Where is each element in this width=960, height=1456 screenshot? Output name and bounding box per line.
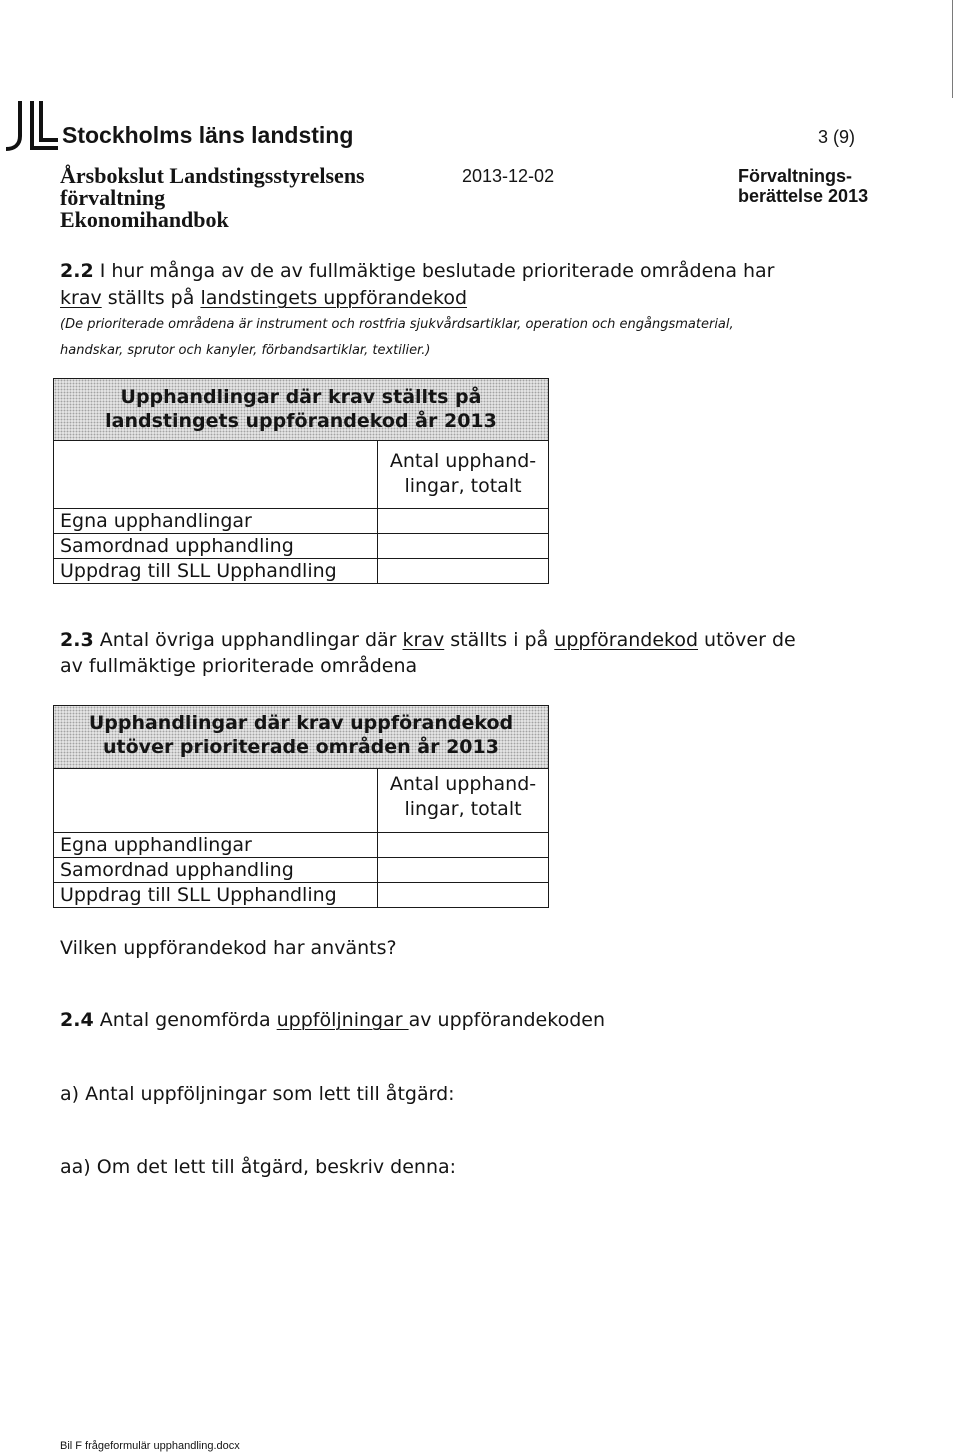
document-title-line: förvaltning	[60, 185, 166, 210]
question-text-segment: Antal övriga upphandlingar där	[99, 629, 403, 651]
table-title	[54, 379, 548, 441]
column-header-total	[378, 769, 548, 832]
table-priority-procurements	[53, 378, 549, 584]
row-value-cell	[378, 833, 548, 857]
table-row	[54, 883, 548, 907]
question-2-3	[60, 627, 796, 679]
sll-logo	[4, 101, 58, 151]
question-code-used: Vilken uppförandekod har använts?	[60, 937, 397, 959]
organization-name: Stockholms läns landsting	[62, 122, 354, 148]
table-row	[54, 833, 548, 858]
priority-areas-note	[60, 312, 734, 364]
table-title-line: Upphandlingar där krav uppförandekod	[88, 712, 514, 734]
note-line: handskar, sprutor och kanyler, förbandsartiklar, textilier.)	[60, 343, 431, 358]
question-text-segment: krav	[60, 287, 102, 309]
column-header-line: lingar, totalt	[404, 798, 522, 820]
question-text-segment: ställts på	[101, 287, 201, 309]
table-header-row	[54, 769, 548, 833]
document-title	[60, 165, 365, 231]
table-title-line: Upphandlingar där krav ställts på	[120, 386, 482, 408]
row-label: Egna upphandlingar	[54, 833, 378, 857]
question-text: I hur många av de av fullmäktige beslutade prioriterade områdena har	[99, 260, 775, 282]
table-row	[54, 858, 548, 883]
report-section	[738, 166, 868, 206]
question-text-segment: landstingets uppförandekod	[200, 287, 468, 309]
document-title-line: Årsbokslut Landstingsstyrelsens	[60, 163, 365, 188]
question-2-4	[60, 1007, 605, 1033]
question-aa: aa) Om det lett till åtgärd, beskriv denna:	[60, 1156, 457, 1178]
question-text-segment: av uppförandekoden	[408, 1009, 605, 1031]
table-title-line: landstingets uppförandekod år 2013	[105, 410, 497, 432]
question-2-2	[60, 258, 775, 312]
empty-header-cell	[54, 441, 378, 508]
question-number: 2.3	[60, 629, 94, 651]
row-label: Uppdrag till SLL Upphandling	[54, 559, 378, 583]
question-text-segment: uppförandekod	[554, 629, 699, 651]
row-value-cell	[378, 509, 548, 533]
question-a: a) Antal uppföljningar som lett till åtgärd:	[60, 1083, 455, 1105]
report-section-line: Förvaltnings-	[738, 166, 853, 186]
footer-filename: Bil F frågeformulär upphandling.docx	[60, 1440, 240, 1452]
row-value-cell	[378, 559, 548, 583]
question-line: av fullmäktige prioriterade områdena	[60, 655, 418, 677]
table-title	[54, 706, 548, 769]
row-value-cell	[378, 534, 548, 558]
question-text-segment: utöver de	[698, 629, 796, 651]
empty-header-cell	[54, 769, 378, 832]
document-date: 2013-12-02	[462, 166, 555, 186]
column-header-line: Antal upphand-	[389, 450, 537, 472]
question-number: 2.2	[60, 260, 94, 282]
question-line	[60, 285, 775, 312]
table-row	[54, 559, 548, 583]
document-title-line: Ekonomihandbok	[60, 207, 229, 232]
scan-edge-line	[952, 0, 953, 98]
report-section-line: berättelse 2013	[738, 186, 869, 206]
note-line: (De prioriterade områdena är instrument och rostfria sjukvårdsartiklar, operation och engångsmaterial,	[60, 317, 734, 332]
table-title-line: utöver prioriterade områden år 2013	[103, 736, 499, 758]
table-row	[54, 509, 548, 534]
question-text-segment: krav	[402, 629, 445, 651]
table-other-procurements	[53, 705, 549, 908]
column-header-line: Antal upphand-	[389, 773, 537, 795]
row-label: Egna upphandlingar	[54, 509, 378, 533]
table-header-row	[54, 441, 548, 509]
question-text-segment: Antal genomförda	[99, 1009, 277, 1031]
table-row	[54, 534, 548, 559]
column-header-total	[378, 441, 548, 508]
row-label: Samordnad upphandling	[54, 534, 378, 558]
question-text-segment: uppföljningar	[276, 1009, 409, 1031]
question-text-segment: ställts i på	[444, 629, 555, 651]
question-line	[60, 258, 775, 285]
question-line	[60, 1007, 605, 1033]
row-label: Samordnad upphandling	[54, 858, 378, 882]
question-line	[60, 627, 796, 653]
row-value-cell	[378, 858, 548, 882]
sll-logo-mark	[4, 101, 58, 151]
page-number: 3 (9)	[818, 127, 856, 147]
column-header-line: lingar, totalt	[404, 475, 522, 497]
row-label: Uppdrag till SLL Upphandling	[54, 883, 378, 907]
row-value-cell	[378, 883, 548, 907]
question-number: 2.4	[60, 1009, 94, 1031]
